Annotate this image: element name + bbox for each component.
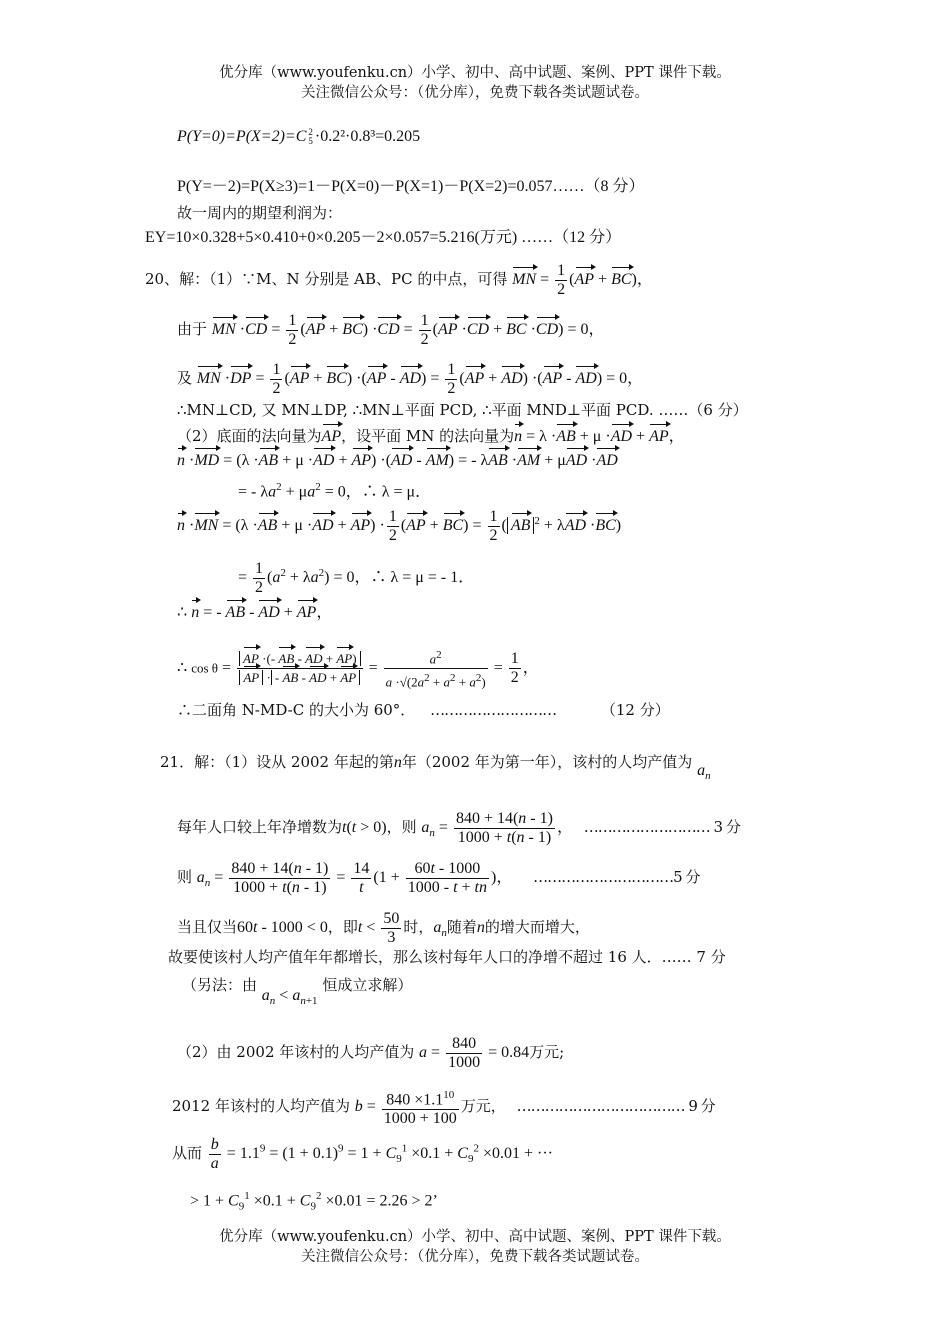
q21-line-4: 当且仅当60t - 1000 < 0，即t < $\frac{50}{3}$ 时，$a_n$随着n的增大而增大， <box>177 910 590 946</box>
q21-line-6: （另法：由 $a_n < a_{n+1}$ 恒成立求解） <box>182 976 413 1008</box>
q20-line-4: ∴MN⊥CD, 又 MN⊥DP, ∴MN⊥平面 PCD, ∴平面 MND⊥平面 PCD. ……（6 分） <box>177 401 748 419</box>
q20-line-7: = - $\lambda a^2 + \mu a^2 = 0$，∴ λ = μ． <box>238 481 432 501</box>
q19-conclusion: 故一周内的期望利润为： <box>177 204 343 222</box>
q21-line-7: （2）由 2002 年该村的人均产值为 a = $\frac{840}{1000}$ = 0.84万元; <box>177 1035 565 1071</box>
footer-line-2: 关注微信公众号：（优分库），免费下载各类试题试卷。 <box>301 1249 649 1265</box>
q21-line-5: 故要使该村人均产值年年都增长，那么该村每年人口的净增不超过 16 人．…… 7 分 <box>168 948 726 966</box>
q21-line-1: 21．解：（1）设从 2002 年起的第n年（2002 年为第一年），该村的人均产值为 $a_n$ <box>160 753 711 783</box>
q21-line-8: 2012 年该村的人均产值为 b = $\frac{840 \times 1.1^{10}}{1000 + 100}$ 万元， ……………………………… 9 分 <box>172 1089 715 1128</box>
header-line-2: 关注微信公众号：（优分库），免费下载各类试题试卷。 <box>301 85 649 101</box>
q20-line-11: ∴ cos θ = $\frac{AP \cdot(- AB - AD + AP)}{AP \cdot - AB - AD + AP}$ = $\frac{a^2}{a \cdot√(2a^2 + a^2 + a^2)}$ = $\frac{1}{2}$ ， <box>177 649 539 690</box>
q20-line-3: 及 MN ·DP = $\frac{1}{2}$ (AP + BC) ·(AP - AD) = $\frac{1}{2}$ (AP + AD) ·(AP - AD) = 0， <box>177 361 644 397</box>
q20-line-5: （2）底面的法向量为AP，设平面 MN 的法向量为n = λ ·AB + μ ·AD + AP， <box>177 427 685 445</box>
q20-line-10: ∴ n = - AB - AD + AP， <box>177 604 333 621</box>
q20-line-2: 由于 MN ·CD = $\frac{1}{2}$ (AP + BC) ·CD = $\frac{1}{2}$ (AP ·CD + BC ·CD) = 0， <box>177 312 605 348</box>
header-line-1: 优分库（www.youfenku.cn）小学、初中、高中试题、案例、PPT 课件下载。 <box>219 65 731 81</box>
q21-line-3: 则 $a_n$ = $\frac{840 + 14(n - 1)}{1000 + t(n - 1)}$ = $\frac{14}{t}$ (1 + $\frac{60t - 1000}{1000 - t + tn}$ )， …………………………5 分 <box>177 860 700 896</box>
q20-line-6: n ·MD = (λ ·AB + μ ·AD + AP) ·(AD - AM) = - λAB ·AM + μAD ·AD <box>177 452 618 469</box>
q20-line-1: 20、解：（1）∵M、N 分别是 AB、PC 的中点，可得 MN = $\frac{1}{2}$ (AP + BC)， <box>145 262 653 298</box>
q20-line-9: = $\frac{1}{2}$ $(a^2 + \lambda a^2) = 0$，∴ λ = μ = - 1． <box>238 560 475 596</box>
q19-p-ym2: P(Y=－2)=P(X≥3)=1－P(X=0)－P(X=1)－P(X=2)=0.057……（8 分） <box>177 178 645 195</box>
q21-line-2: 每年人口较上年净增数为t(t > 0)，则 $a_n$ = $\frac{840 + 14(n - 1)}{1000 + t(n - 1)}$ ， ……………………… 3 分 <box>177 810 740 846</box>
q21-line-10: > $1 + C_9^1 \times 0.1 + C_9^2 \times 0.01 = 2.26 > 2$’ <box>190 1190 438 1213</box>
q21-line-9: 从而 $\frac{b}{a}$ = $1.1^9 = (1 + 0.1)^9 = 1 + C_9^1 \times 0.1 + C_9^2 \times 0.01$ + ··· <box>172 1136 553 1172</box>
footer-line-1: 优分库（www.youfenku.cn）小学、初中、高中试题、案例、PPT 课件下载。 <box>219 1229 731 1245</box>
q19-p-y0: P(Y=0)=P(X=2)=C 2 5 ·0.2²·0.8³=0.205 <box>177 127 421 147</box>
q20-line-8: n ·MN = (λ ·AB + μ ·AD + AP) · $\frac{1}{2}$ (AP + BC) = $\frac{1}{2}$ ( AB $^2$ + λAD ·BC) <box>177 508 622 544</box>
q19-expectation: EY=10×0.328+5×0.410+0×0.205－2×0.057=5.216(万元) ……（12 分） <box>145 229 622 246</box>
q20-line-12: ∴二面角 N-MD-C 的大小为 60°． ……………………… （12 分） <box>177 701 670 719</box>
